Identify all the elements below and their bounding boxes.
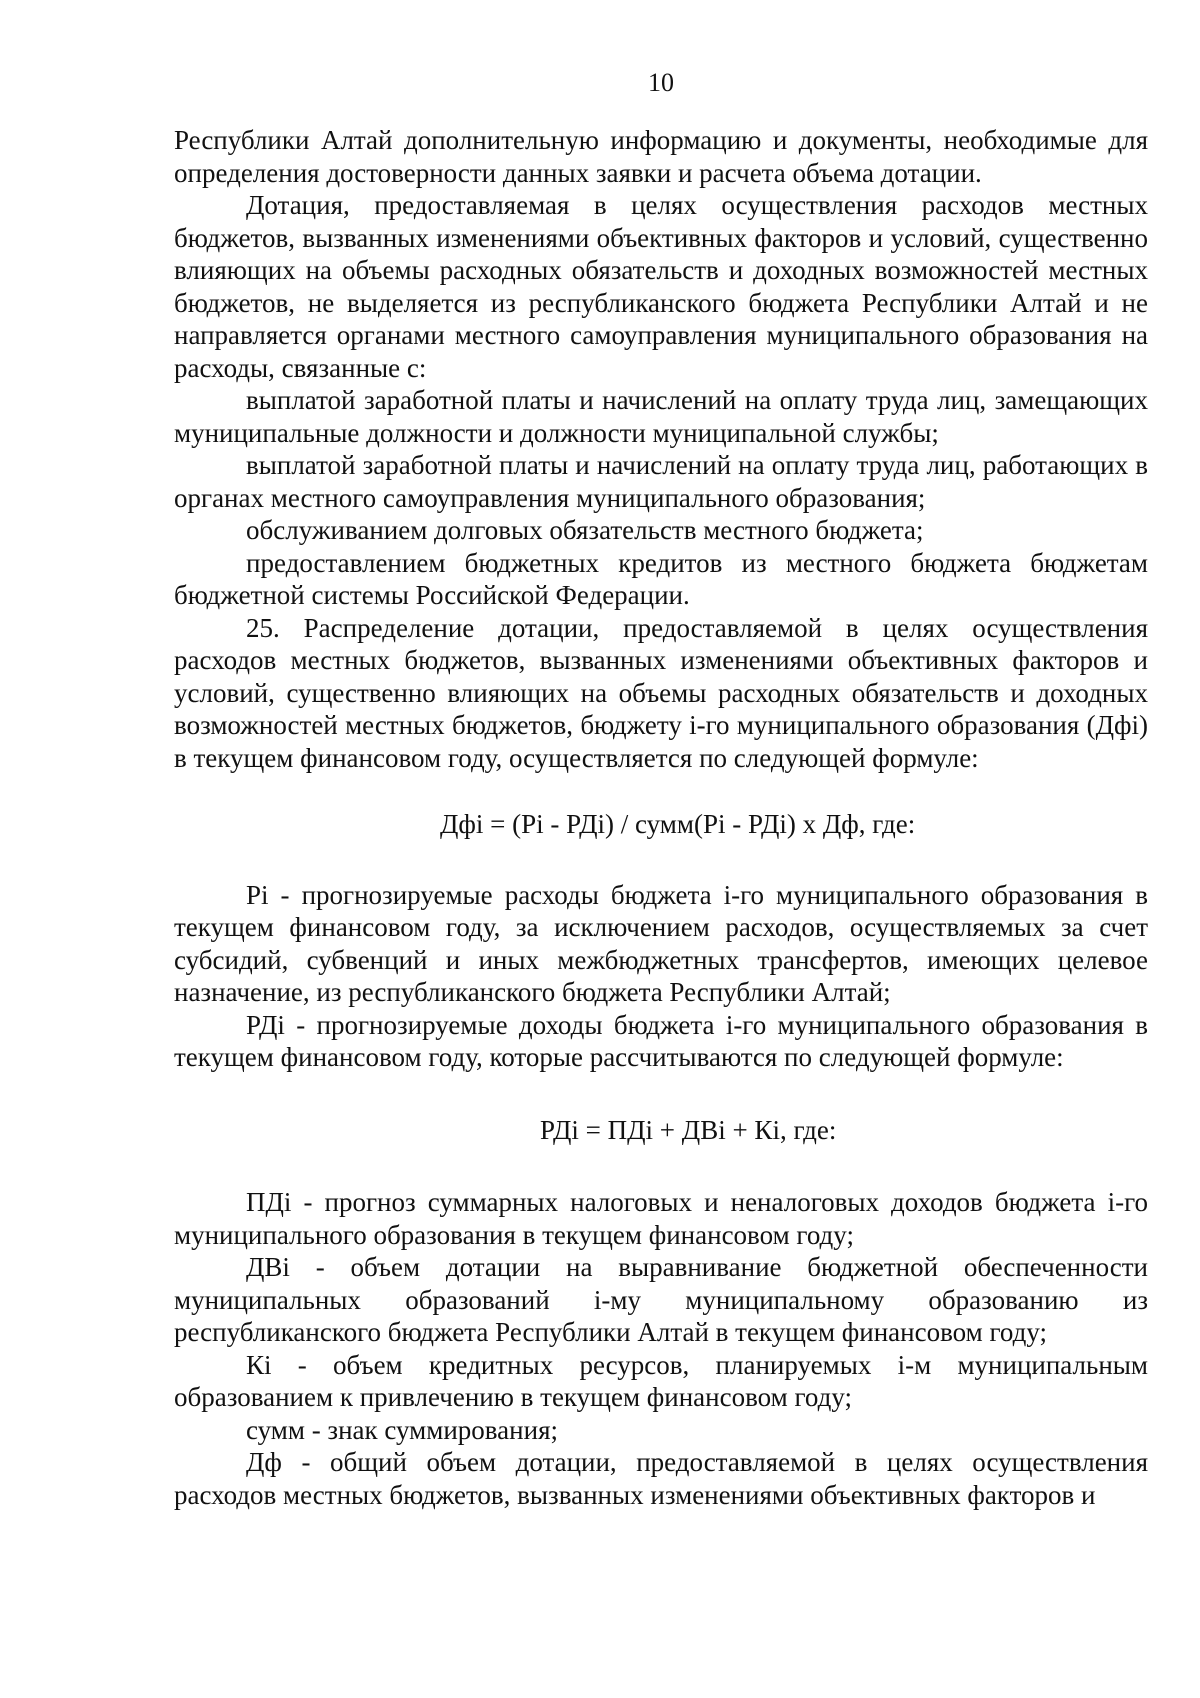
- paragraph: Pi - прогнозируемые расходы бюджета i-го муниципального образования в текущем финансовом году, за исключением расходов, осуществляемых за счет субсидий, субвенций и иных межбюджетных трансфертов, имеющих целевое назначение, из республиканского бюджета Республики Алтай;: [174, 879, 1148, 1007]
- formula-revenue: РДi = ПДi + ДВi + Кi, где:: [540, 1114, 837, 1145]
- paragraph: РДi - прогнозируемые доходы бюджета i-го муниципального образования в текущем финансовом году, которые рассчитываются по следующей формуле:: [174, 1009, 1148, 1072]
- section-between-formulas: [174, 879, 1148, 1074]
- paragraph: выплатой заработной платы и начислений на оплату труда лиц, замещающих муниципальные должности и должности муниципальной службы;: [174, 385, 1148, 448]
- paragraph: Республики Алтай дополнительную информацию и документы, необходимые для определения достоверности данных заявки и расчета объема дотации.: [174, 125, 1148, 188]
- paragraph: ПДi - прогноз суммарных налоговых и неналоговых доходов бюджета i-го муниципального образования в текущем финансовом году;: [174, 1187, 1148, 1250]
- paragraph: обслуживанием долговых обязательств местного бюджета;: [246, 515, 924, 545]
- paragraph: выплатой заработной платы и начислений на оплату труда лиц, работающих в органах местного самоуправления муниципального образования;: [174, 450, 1148, 513]
- paragraph: 25. Распределение дотации, предоставляемой в целях осуществления расходов местных бюджетов, вызванных изменениями объективных факторов и условий, существенно влияющих на объемы расходных обязательств и доходных возможностей местных бюджетов, бюджету i-го муниципального образования (Дфi) в текущем финансовом году, осуществляется по следующей формуле:: [174, 612, 1148, 773]
- formula-distribution: Дфi = (Pi - РДi) / сумм(Pi - РДi) x Дф, где:: [440, 809, 916, 839]
- section-after-formula-2: [174, 1186, 1148, 1511]
- section-before-formula-1: [174, 124, 1148, 774]
- paragraph: Дф - общий объем дотации, предоставляемой в целях осуществления расходов местных бюджетов, вызванных изменениями объективных факторов и: [174, 1447, 1148, 1510]
- paragraph: ДВi - объем дотации на выравнивание бюджетной обеспеченности муниципальных образований i-му муниципальному образованию из республиканского бюджета Республики Алтай в текущем финансовом году;: [174, 1252, 1148, 1347]
- paragraph: сумм - знак суммирования;: [246, 1414, 558, 1445]
- paragraph: Кi - объем кредитных ресурсов, планируемых i-м муниципальным образованием к привлечению в текущем финансовом году;: [174, 1349, 1148, 1412]
- paragraph: Дотация, предоставляемая в целях осуществления расходов местных бюджетов, вызванных изменениями объективных факторов и условий, существенно влияющих на объемы расходных обязательств и доходных возможностей местных бюджетов, не выделяется из республиканского бюджета Республики Алтай и не направляется органами местного самоуправления муниципального образования на расходы, связанные с:: [174, 190, 1148, 383]
- document-page: [174, 68, 1148, 1668]
- paragraph: предоставлением бюджетных кредитов из местного бюджета бюджетам бюджетной системы Российской Федерации.: [174, 547, 1148, 610]
- page-number: 10: [648, 68, 674, 97]
